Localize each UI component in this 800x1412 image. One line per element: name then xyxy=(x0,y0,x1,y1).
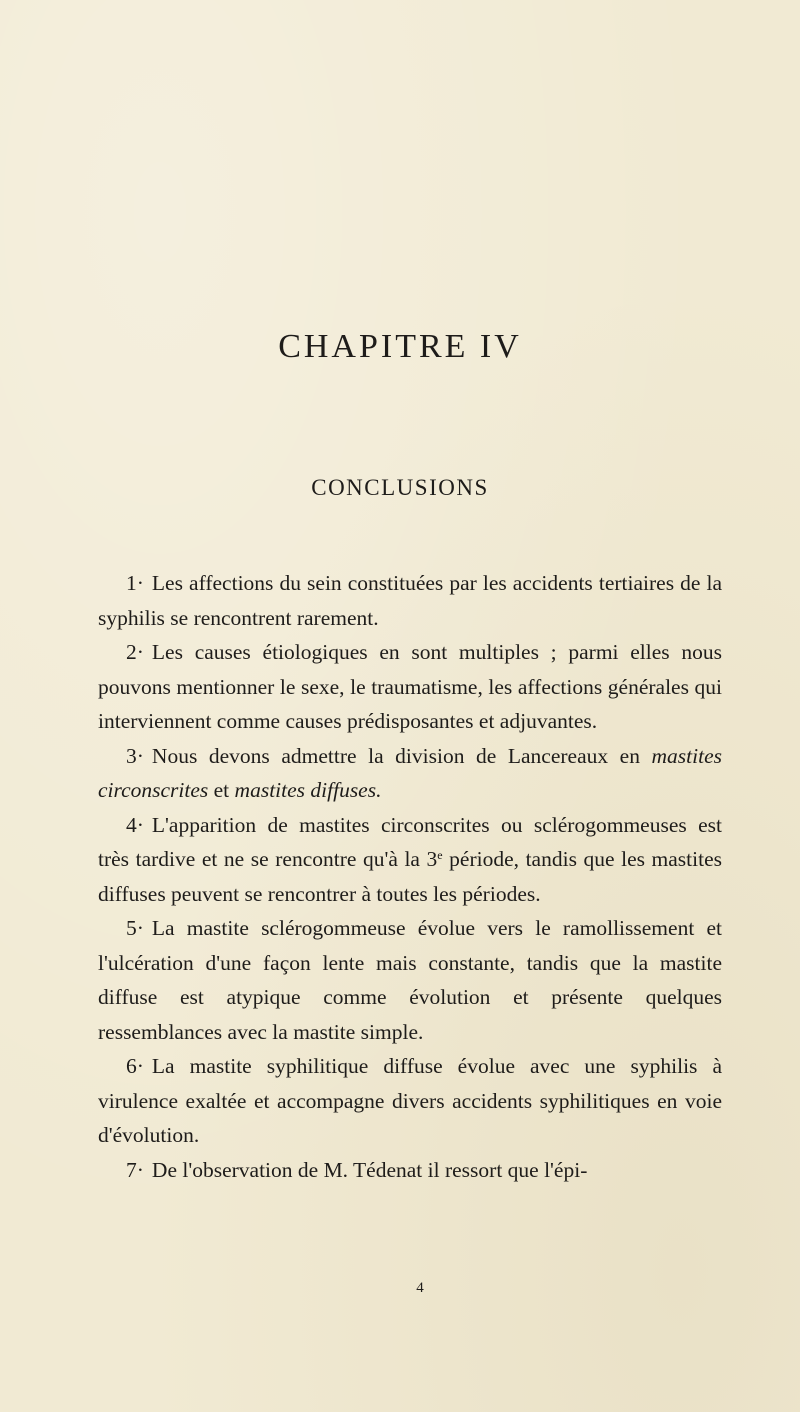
italic-term: mastites circonscrites xyxy=(98,743,723,802)
paragraph-text: Nous devons admettre la division de Lancereaux en xyxy=(151,743,640,768)
paragraph-text: La mastite sclérogommeuse évolue vers le ramollissement et l'ulcération d'une façon lente mais constante, tandis que la mastite diffuse est atypique comme évolution et présente quelques ressemblances avec la mastite simple. xyxy=(98,916,722,1044)
ordinal-superscript: e xyxy=(437,848,443,862)
paragraph-number: 3· xyxy=(126,743,144,768)
page-number: 4 xyxy=(416,1280,424,1296)
paragraph-number: 4· xyxy=(126,812,144,837)
paragraph-3 xyxy=(98,739,722,808)
paragraph-1 xyxy=(98,566,722,635)
paragraph-text: Les causes étiologiques en sont multiples ; parmi elles nous pouvons mentionner le sexe, le traumatisme, les affections générales qui interviennent comme causes prédisposantes et adjuvantes. xyxy=(98,640,722,733)
paragraph-text: période, tandis que les mastites diffuses peuvent se rencontrer à toutes les périodes. xyxy=(98,847,722,906)
paragraph-text: et xyxy=(213,778,230,802)
paragraph-5 xyxy=(98,911,722,1049)
italic-term: mastites diffuses. xyxy=(234,778,382,802)
paragraph-text: La mastite syphilitique diffuse évolue avec une syphilis à virulence exaltée et accompagne divers accidents syphilitiques en voie d'évolution. xyxy=(98,1054,722,1147)
paragraph-7 xyxy=(98,1153,722,1188)
paragraph-text: De l'observation de M. Tédenat il ressort que l'épi- xyxy=(151,1157,588,1182)
paragraph-number: 7· xyxy=(126,1157,144,1182)
paragraph-6 xyxy=(98,1049,722,1153)
section-heading: CONCLUSIONS xyxy=(311,475,489,500)
chapter-heading: CHAPITRE IV xyxy=(278,328,522,365)
paragraph-number: 2· xyxy=(126,640,144,664)
paragraph-number: 6· xyxy=(126,1054,144,1078)
paragraph-number: 1· xyxy=(126,571,144,595)
paragraph-text: Les affections du sein constituées par les accidents tertiaires de la syphilis se rencontrent rarement. xyxy=(98,571,722,630)
paragraph-2 xyxy=(98,635,722,739)
paragraph-4 xyxy=(98,808,722,912)
paragraph-text: L'apparition de mastites circonscrites ou sclérogommeuses est très tardive et ne se rencontre qu'à la 3 xyxy=(98,812,722,871)
body-text xyxy=(98,566,722,1187)
paragraph-number: 5· xyxy=(126,916,144,940)
